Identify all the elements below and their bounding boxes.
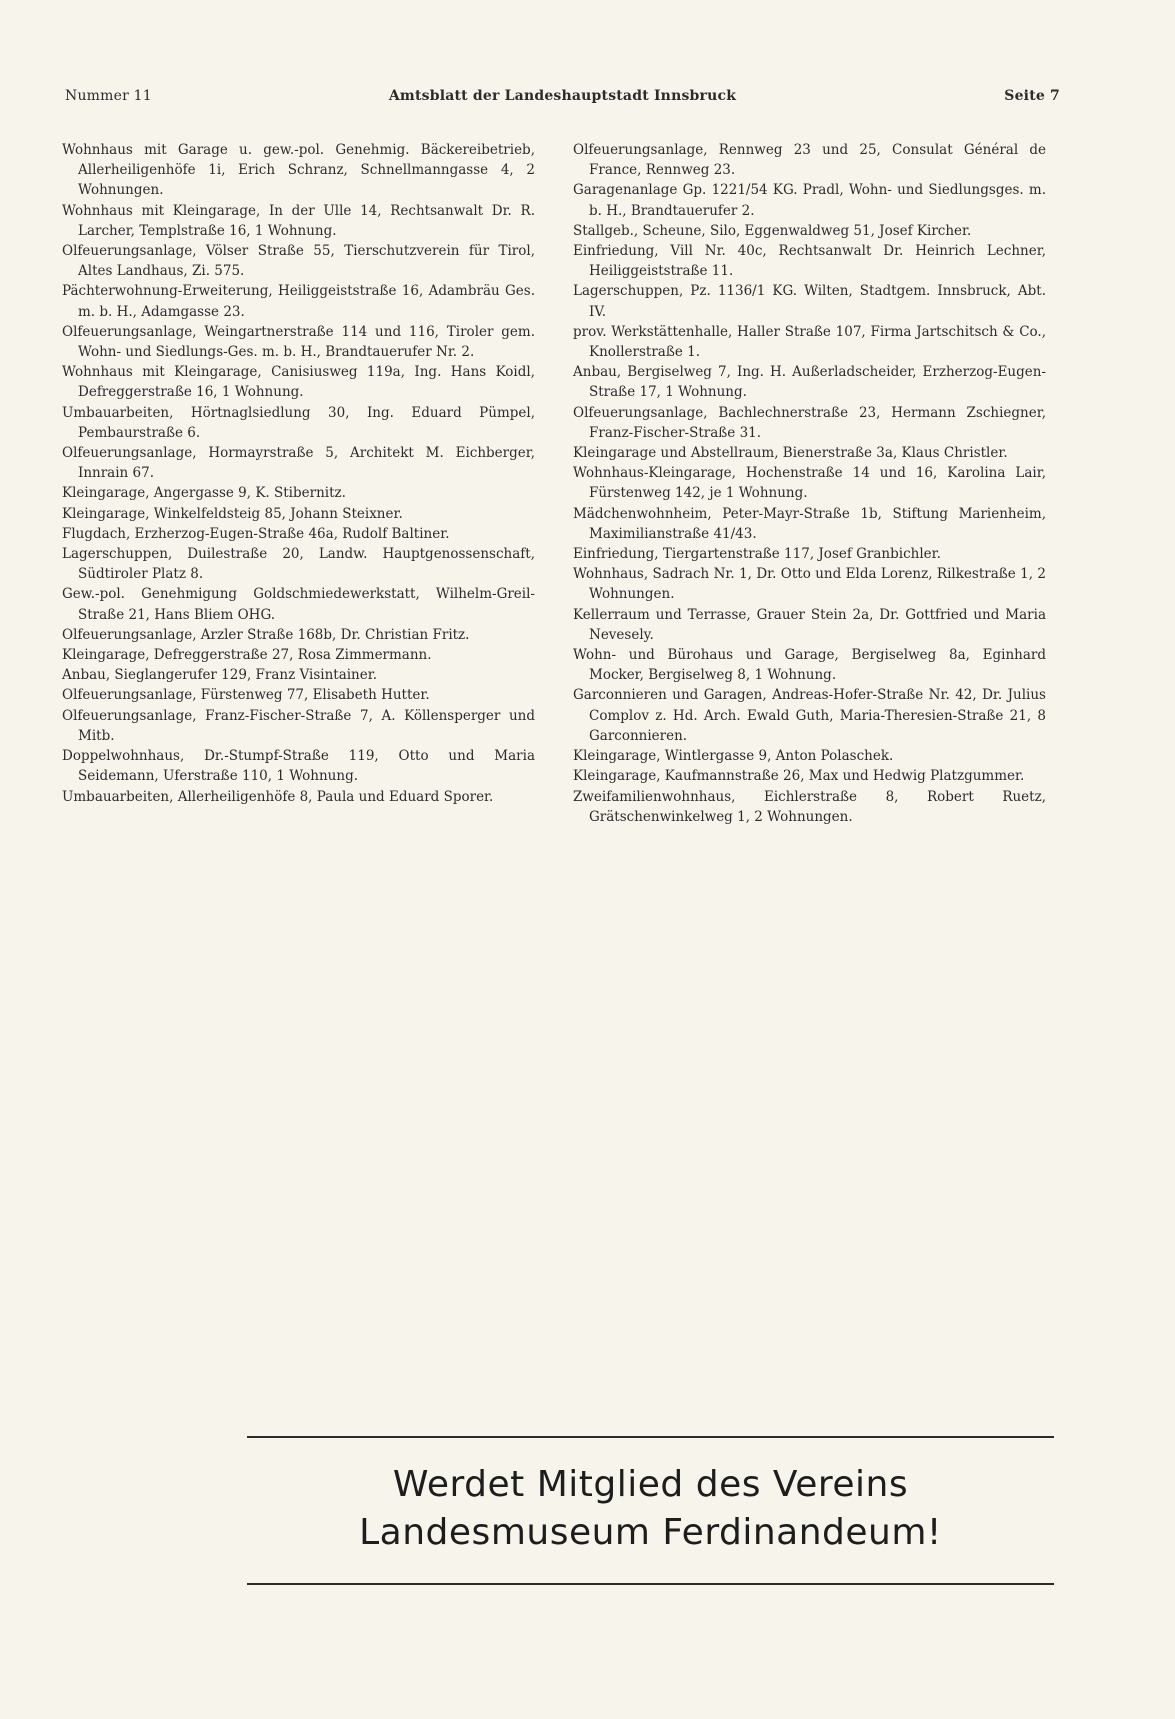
banner-line-2: Landesmuseum Ferdinandeum! bbox=[359, 1512, 942, 1553]
list-item: Kleingarage und Abstellraum, Bienerstraße 3a, Klaus Christler. bbox=[573, 445, 1008, 462]
page-number: Seite 7 bbox=[1004, 88, 1060, 104]
list-item: Zweifamilienwohnhaus, Eichlerstraße 8, Robert Ruetz, Grätschenwinkelweg 1, 2 Wohnungen. bbox=[573, 788, 1046, 825]
right-column bbox=[573, 140, 1046, 827]
left-column bbox=[62, 140, 535, 807]
list-item: Anbau, Bergiselweg 7, Ing. H. Außerladscheider, Erzherzog-Eugen-Straße 17, 1 Wohnung. bbox=[573, 364, 1046, 401]
publication-title: Amtsblatt der Landeshauptstadt Innsbruck bbox=[388, 88, 737, 104]
list-item: Olfeuerungsanlage, Bachlechnerstraße 23, Hermann Zschiegner, Franz-Fischer-Straße 31. bbox=[573, 404, 1046, 441]
list-item: Olfeuerungsanlage, Rennweg 23 und 25, Consulat Général de France, Rennweg 23. bbox=[573, 142, 1046, 179]
list-item: Kleingarage, Kaufmannstraße 26, Max und Hedwig Platzgummer. bbox=[573, 768, 1025, 785]
list-item: Wohnhaus mit Kleingarage, In der Ulle 14, Rechtsanwalt Dr. R. Larcher, Templstraße 16, 1 Wohnung. bbox=[62, 202, 535, 239]
list-item: Garconnieren und Garagen, Andreas-Hofer-Straße Nr. 42, Dr. Julius Complov z. Hd. Arch. Ewald Guth, Maria-Theresien-Straße 21, 8 Garconnieren. bbox=[573, 687, 1046, 744]
list-item: Wohnhaus mit Garage u. gew.-pol. Genehmig. Bäckereibetrieb, Allerheiligenhöfe 1i, Erich Schranz, Schnellmanngasse 4, 2 Wohnungen. bbox=[62, 142, 535, 199]
list-item: Kleingarage, Defreggerstraße 27, Rosa Zimmermann. bbox=[62, 647, 432, 664]
list-item: Pächterwohnung-Erweiterung, Heiliggeiststraße 16, Adambräu Ges. m. b. H., Adamgasse 23. bbox=[62, 283, 535, 320]
list-item: Flugdach, Erzherzog-Eugen-Straße 46a, Rudolf Baltiner. bbox=[62, 525, 450, 542]
page-header bbox=[65, 88, 1060, 110]
list-item: Einfriedung, Tiergartenstraße 117, Josef Granbichler. bbox=[573, 546, 941, 563]
list-item: Lagerschuppen, Duilestraße 20, Landw. Hauptgenossenschaft, Südtiroler Platz 8. bbox=[62, 546, 535, 583]
list-item: Wohnhaus-Kleingarage, Hochenstraße 14 und 16, Karolina Lair, Fürstenweg 142, je 1 Wohnung. bbox=[573, 465, 1046, 502]
list-item: Gew.-pol. Genehmigung Goldschmiedewerkstatt, Wilhelm-Greil-Straße 21, Hans Bliem OHG. bbox=[62, 586, 535, 623]
list-item: Stallgeb., Scheune, Silo, Eggenwaldweg 51, Josef Kircher. bbox=[573, 222, 972, 239]
list-item: Wohn- und Bürohaus und Garage, Bergiselweg 8a, Eginhard Mocker, Bergiselweg 8, 1 Wohnung. bbox=[573, 647, 1046, 684]
banner-line-1: Werdet Mitglied des Vereins bbox=[392, 1464, 909, 1505]
list-item: Lagerschuppen, Pz. 1136/1 KG. Wilten, Stadtgem. Innsbruck, Abt. IV. bbox=[573, 283, 1046, 320]
list-item: Kleingarage, Wintlergasse 9, Anton Polaschek. bbox=[573, 748, 894, 765]
list-item: Olfeuerungsanlage, Völser Straße 55, Tierschutzverein für Tirol, Altes Landhaus, Zi. 575. bbox=[62, 243, 535, 280]
list-item: Wohnhaus, Sadrach Nr. 1, Dr. Otto und Elda Lorenz, Rilkestraße 1, 2 Wohnungen. bbox=[573, 566, 1046, 603]
list-item: Doppelwohnhaus, Dr.-Stumpf-Straße 119, Otto und Maria Seidemann, Uferstraße 110, 1 Wohnung. bbox=[62, 748, 535, 785]
list-item: Olfeuerungsanlage, Weingartnerstraße 114 und 116, Tiroler gem. Wohn- und Siedlungs-Ges. m. b. H., Brandtauerufer Nr. 2. bbox=[62, 323, 535, 361]
banner-top-rule bbox=[247, 1436, 1054, 1438]
list-item: Garagenanlage Gp. 1221/54 KG. Pradl, Wohn- und Siedlungsges. m. b. H., Brandtauerufer 2. bbox=[573, 182, 1046, 219]
list-item: Einfriedung, Vill Nr. 40c, Rechtsanwalt Dr. Heinrich Lechner, Heiliggeiststraße 11. bbox=[573, 243, 1046, 280]
list-item: Olfeuerungsanlage, Hormayrstraße 5, Architekt M. Eichberger, Innrain 67. bbox=[62, 445, 535, 482]
issue-number: Nummer 11 bbox=[65, 88, 152, 104]
list-item: Kellerraum und Terrasse, Grauer Stein 2a, Dr. Gottfried und Maria Nevesely. bbox=[573, 606, 1046, 643]
banner-bottom-rule bbox=[247, 1583, 1054, 1585]
list-item: Umbauarbeiten, Allerheiligenhöfe 8, Paula und Eduard Sporer. bbox=[62, 788, 494, 805]
list-item: Umbauarbeiten, Hörtnaglsiedlung 30, Ing. Eduard Pümpel, Pembaurstraße 6. bbox=[62, 404, 535, 441]
list-item: Kleingarage, Winkelfeldsteig 85, Johann Steixner. bbox=[62, 505, 403, 522]
list-item: Wohnhaus mit Kleingarage, Canisiusweg 119a, Ing. Hans Koidl, Defreggerstraße 16, 1 Wohnung. bbox=[62, 364, 535, 401]
list-item: Anbau, Sieglangerufer 129, Franz Visintainer. bbox=[62, 667, 378, 684]
list-item: Olfeuerungsanlage, Arzler Straße 168b, Dr. Christian Fritz. bbox=[62, 626, 470, 643]
list-item: Olfeuerungsanlage, Fürstenweg 77, Elisabeth Hutter. bbox=[62, 687, 430, 704]
list-item: Kleingarage, Angergasse 9, K. Stibernitz. bbox=[62, 485, 346, 502]
list-item: Olfeuerungsanlage, Franz-Fischer-Straße 7, A. Köllensperger und Mitb. bbox=[62, 707, 535, 744]
list-item: prov. Werkstättenhalle, Haller Straße 107, Firma Jartschitsch & Co., Knollerstraße 1. bbox=[573, 323, 1046, 361]
list-item: Mädchenwohnheim, Peter-Mayr-Straße 1b, Stiftung Marienheim, Maximilianstraße 41/43. bbox=[573, 505, 1046, 542]
